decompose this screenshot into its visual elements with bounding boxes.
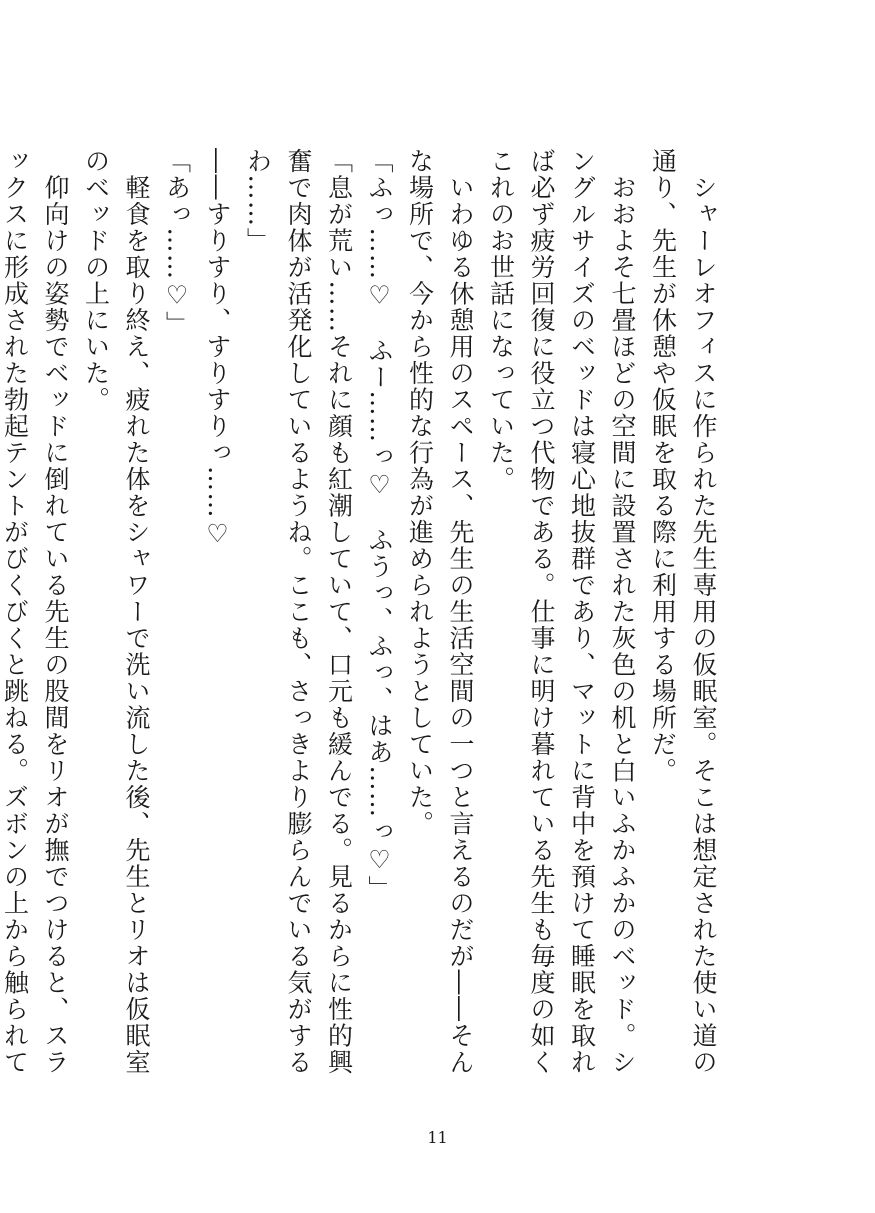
dialogue-3: 「あっ……♡」: [162, 148, 192, 338]
dialogue-2: 「息が荒い……それに顔も紅潮していて、口元も緩んでる。見るからに性的興奮で肉体が活発化しているようね。ここも、さっきより膨らんでいる気がするわ……」: [243, 148, 354, 1076]
body-text: [0, 148, 723, 1088]
paragraph-3: いわゆる休憩用のスペース、先生の生活空間の一つと言えるのだが――そんな場所で、今から性的な行為が進められようとしていた。: [405, 148, 475, 1076]
page-number: 11: [427, 1128, 448, 1147]
paragraph-5: 仰向けの姿勢でベッドに倒れている先生の股間をリオが撫でつけると、スラックスに形成された勃起テントがびくびくと跳ねる。ズボンの上から触られて: [0, 148, 70, 1076]
sound-effect-line: ――すりすり、すりすりっ……♡: [203, 148, 232, 550]
paragraph-4: 軽食を取り終え、疲れた体をシャワーで洗い流した後、先生とリオは仮眠室のベッドの上にいた。: [81, 148, 151, 1076]
paragraph-2: おおよそ七畳ほどの空間に設置された灰色の机と白いふかふかのベッド。シングルサイズのベッドは寝心地抜群であり、マットに背中を預けて睡眠を取れば必ず疲労回復に役立つ代物である。仕事に明け暮れている先生も毎度の如くこれのお世話になっていた。: [486, 148, 637, 1076]
dialogue-1: 「ふっ……♡ ふー……っ♡ ふうっ、ふっ、はあ……っ♡」: [365, 148, 394, 902]
paragraph-1: シャーレオフィスに作られた先生専用の仮眠室。そこは想定された使い道の通り、先生が休憩や仮眠を取る際に利用する場所だ。: [648, 148, 718, 1076]
